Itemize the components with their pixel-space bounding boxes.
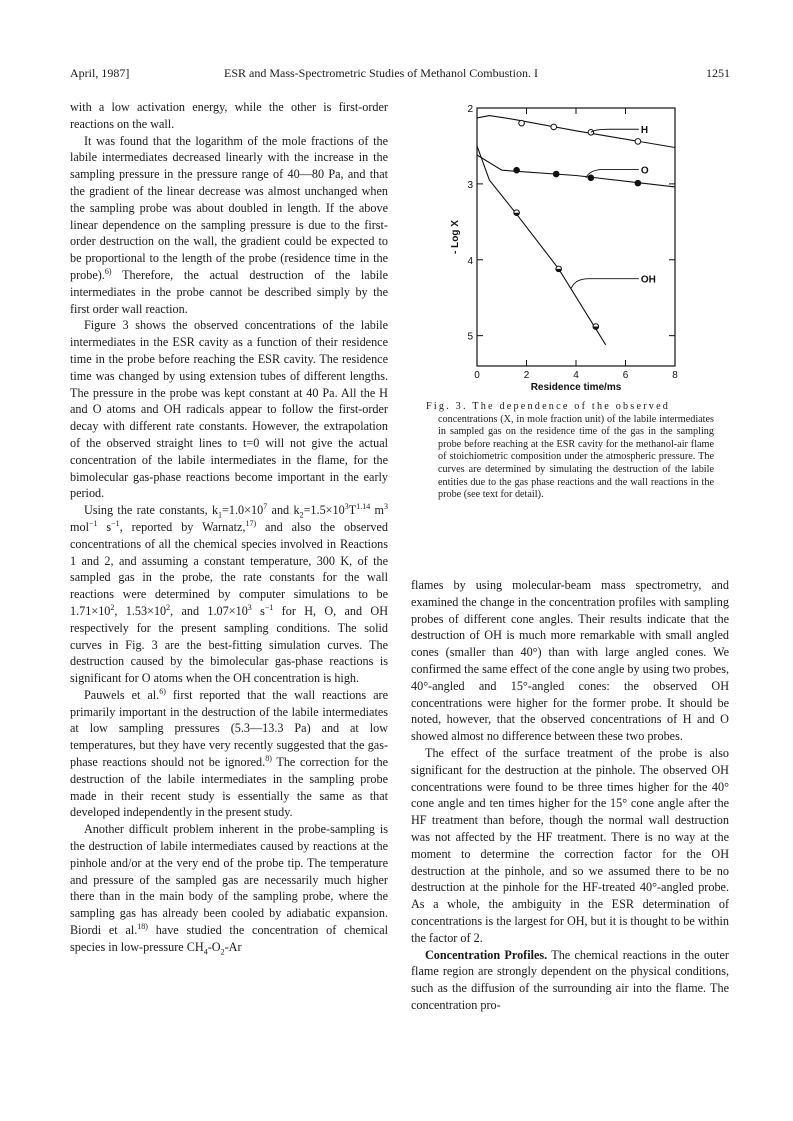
section-head: Concentration Profiles. xyxy=(425,947,548,962)
figure-caption xyxy=(426,401,714,502)
data-point-h xyxy=(588,129,594,135)
header-date: April, 1987] xyxy=(70,66,130,80)
series-curve-oh xyxy=(477,146,606,345)
header-title: ESR and Mass-Spectrometric Studies of Methanol Combustion. I xyxy=(224,66,538,80)
data-point-o xyxy=(588,175,594,181)
y-tick-label: 3 xyxy=(467,179,473,191)
paragraph: flames by using molecular-beam mass spectrometry, and examined the change in the concentration profiles with sampling probes of different cone angles. Their results indicate that the destruction of OH is much more remarkable with small angled cones (smaller than 40°) than with large angled cones. We confirmed the same effect of the cone angle by using two probes, 40°-angled and 15°-angled cones: the observed OH concentrations were higher for the former probe. It should be noted, however, that the observed concentrations of H and O showed almost no difference between these two probes. xyxy=(411,578,729,744)
plot-frame xyxy=(477,108,675,366)
series-label-oh: OH xyxy=(640,274,656,286)
series-label-o: O xyxy=(640,165,649,177)
y-tick-label: 5 xyxy=(467,331,473,343)
data-point-o xyxy=(553,171,559,177)
x-tick-label: 2 xyxy=(523,370,530,381)
series-leader-h xyxy=(591,129,639,132)
x-axis-label: Residence time/ms xyxy=(530,382,622,393)
x-tick-label: 4 xyxy=(573,370,579,381)
paragraph: with a low activation energy, while the other is first-order reactions on the wall. xyxy=(70,100,388,131)
x-tick-label: 0 xyxy=(474,370,480,381)
y-tick-label: 4 xyxy=(467,255,473,267)
figure-3 xyxy=(448,100,698,400)
running-header xyxy=(70,66,730,82)
data-point-o xyxy=(514,167,520,173)
series-label-h: H xyxy=(640,125,649,137)
data-point-o xyxy=(635,180,641,186)
x-tick-label: 8 xyxy=(672,370,678,381)
right-column xyxy=(411,577,729,1014)
caption-body: concentrations (X, in mole fraction unit) of the labile intermediates in sampled gas on the residence time of the gas in the sampling probe before reaching at the ESR cavity for the methanol-air flame of stoichiometric composition under the atmospheric pressure. The curves are determined by simulating the destruction of the labile entities due to the gas phase reactions and the wall reactions in the probe (see text for detail). xyxy=(438,413,714,501)
residence-time-chart xyxy=(448,100,698,400)
y-tick-label: 2 xyxy=(467,104,473,115)
data-point-h xyxy=(635,139,641,145)
paragraph: It was found that the logarithm of the mole fractions of the labile intermediates decreased linearly with the increase in the sampling pressure in the pressure range of 40—80 Pa, and that the gradient of the linear decrease was almost unchanged when the sampling probe was about doubled in length. If the above linear dependence on the sampling pressure is due to the first-order destruction on the wall, the gradient could be expected to be proportional to the length of the probe (residence time in the probe).$^{6)}$ Therefore, the actual destruction of the labile intermediates in the probe cannot be described simply by the first order wall reaction. xyxy=(70,133,388,316)
data-point-h xyxy=(519,120,525,126)
x-tick-label: 6 xyxy=(622,370,629,381)
left-column xyxy=(70,99,388,956)
paragraph: Pauwels et al.$^{6)}$ first reported that the wall reactions are primarily important in the destruction of the labile intermediates at low sampling pressures (5.3—13.3 Pa) and at low temperatures, but they have very recently suggested that the gas-phase reactions should not be ignored.$^{8)}$ The correction for the destruction of the labile intermediates in the sampling probe made in their recent study is essentially the same as that developed independently in the present study. xyxy=(70,686,388,820)
page-number: 1251 xyxy=(706,66,730,80)
data-point-h xyxy=(551,124,557,130)
paragraph: Using the rate constants, $k_1=1.0\times 10^7$ and $k_2=1.5\times 10^3T^{1.14}$ $m^3$ mol$^{-1}$ $s^{-1}$, reported by Warnatz,$^{17)}$ and also the observed concentrations of all the chemical species involved in Reactions 1 and 2, and assuming a constant temperature, 300 K, of the sampled gas in the probe, the rate constants for the wall reactions were determined by computer simulations to be $1.71\times 10^2$, $1.53\times 10^2$, and $1.07\times 10^3$ $s^{-1}$ for H, O, and OH respectively for the present sampling conditions. The solid curves in Fig. 3 are the best-fitting simulation curves. The destruction caused by the bimolecular gas-phase reactions is significant for O atoms when the OH concentration is high. xyxy=(70,502,389,686)
caption-head: Fig. 3. The dependence of the observed xyxy=(426,401,671,412)
y-axis-label: - Log X xyxy=(450,220,461,254)
paragraph: Concentration Profiles. The chemical reactions in the outer flame region are strongly dependent on the physical conditions, such as the diffusion of the surrounding air into the flame. The concentration pro- xyxy=(411,947,729,1012)
paragraph: The effect of the surface treatment of the probe is also significant for the destruction at the pinhole. The observed OH concentrations were found to be three times higher for the 40° cone angle and ten times higher for the 15° cone angle after the HF treatment than before, though the normal wall destruction was not affected by the HF treatment. There is no way at the moment to determine the correction factor for the OH destruction at the pinhole, and so we assumed there to be no destruction at the pinhole for the HF-treated 40°-angled probe. As a whole, the ambiguity in the ESR determination of concentrations is the largest for OH, but it is thought to be within the factor of 2. xyxy=(411,745,729,945)
series-leader-oh xyxy=(571,279,639,289)
paragraph: Another difficult problem inherent in the probe-sampling is the destruction of labile intermediates caused by reactions at the pinhole and/or at the very end of the probe tip. The temperature and pressure of the sampled gas are necessarily much higher there than in the main body of the sampling probe, where the sampling gas has already been cooled by adiabatic expansion. Biordi et al.$^{18)}$ have studied the concentration of chemical species in low-pressure $CH_4-O_2-Ar$ xyxy=(70,822,388,957)
paragraph: Figure 3 shows the observed concentrations of the labile intermediates in the ESR cavity as a function of their residence time in the probe before reaching the ESR cavity. The residence time was changed by using extension tubes of different lengths. The pressure in the probe was kept constant at 40 Pa. All the H and O atoms and OH radicals appear to follow the first-order decay with different rate constants. However, the extrapolation of the observed straight lines to t=0 will not give the actual concentration of the labile intermediates in the flame, for the bimolecular gas-phase reactions become important in the early period. xyxy=(70,318,388,501)
